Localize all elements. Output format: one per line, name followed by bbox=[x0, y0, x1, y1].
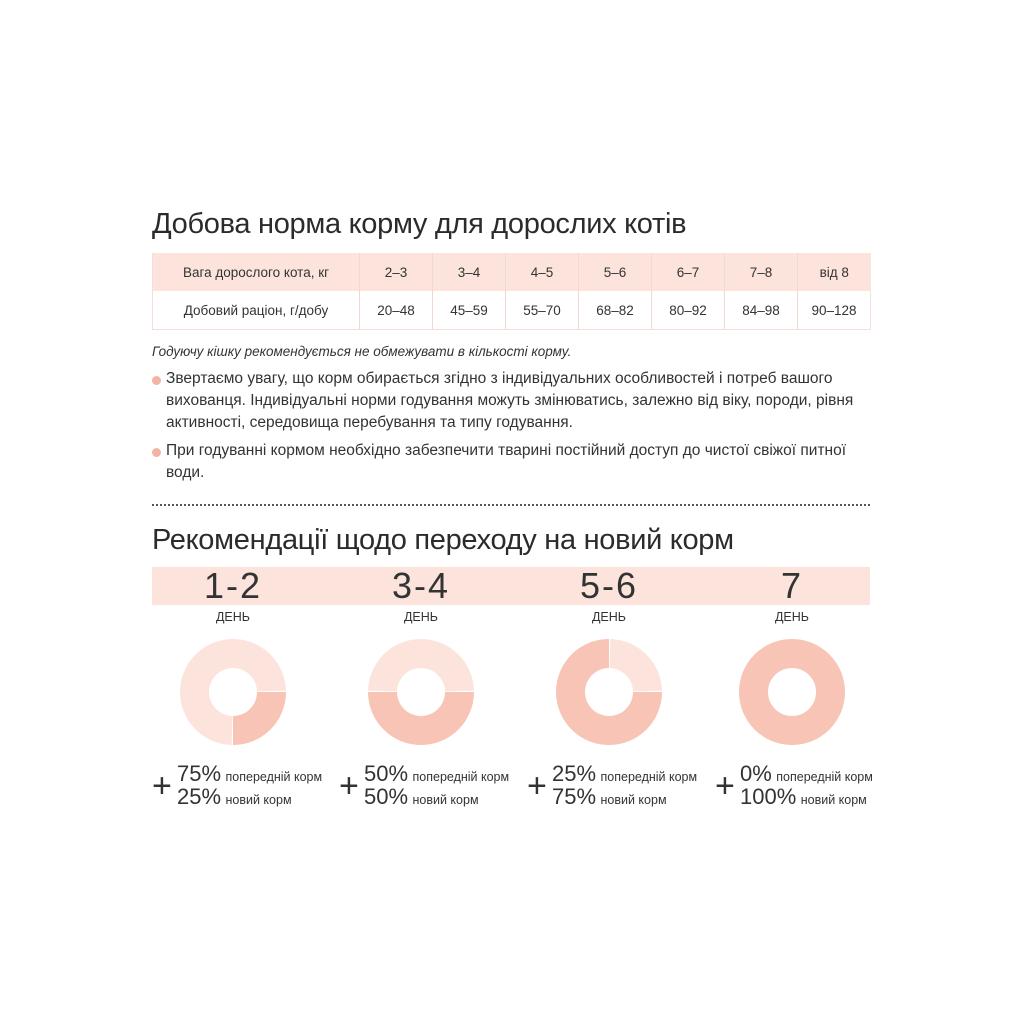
ratio-donut bbox=[556, 639, 662, 745]
ratio-donut bbox=[180, 639, 286, 745]
ration-row bbox=[153, 291, 871, 330]
plus-icon: + bbox=[152, 767, 172, 805]
weight-cell: 7–8 bbox=[725, 253, 798, 291]
weight-cell: 2–3 bbox=[360, 253, 433, 291]
previous-pct: 0% bbox=[740, 761, 772, 786]
weight-cell: 6–7 bbox=[652, 253, 725, 291]
plus-icon: + bbox=[527, 767, 547, 805]
previous-label: попередній корм bbox=[776, 770, 873, 784]
info-text: При годуванні кормом необхідно забезпечити тварині постійний доступ до чистої свіжої питної води. bbox=[166, 442, 847, 481]
ration-cell: 68–82 bbox=[579, 291, 652, 330]
previous-label: попередній корм bbox=[600, 770, 698, 784]
new-label: новий корм bbox=[800, 793, 867, 807]
new-pct: 25% bbox=[177, 784, 222, 809]
new-pct: 50% bbox=[364, 784, 409, 809]
bullet-dot-icon bbox=[152, 376, 161, 385]
ration-cell: 55–70 bbox=[506, 291, 579, 330]
new-food-slice bbox=[233, 692, 286, 745]
new-pct: 100% bbox=[740, 784, 797, 809]
ration-cell: 20–48 bbox=[360, 291, 433, 330]
previous-pct: 75% bbox=[177, 761, 222, 786]
nursing-note: Годуючу кішку рекомендується не обмежувати в кількості корму. bbox=[152, 344, 572, 359]
new-pct: 75% bbox=[552, 784, 597, 809]
plus-icon: + bbox=[339, 767, 359, 805]
step-day-label: ДЕНЬ bbox=[403, 610, 439, 624]
weight-header: Вага дорослого кота, кг bbox=[153, 253, 360, 291]
transition-title: Рекомендації щодо переходу на новий корм bbox=[152, 524, 734, 556]
food-mix bbox=[152, 762, 352, 812]
new-food-slice bbox=[754, 654, 831, 731]
ration-header: Добовий раціон, г/добу bbox=[153, 291, 360, 330]
step-days: 3-4 bbox=[391, 565, 451, 606]
weight-cell: 5–6 bbox=[579, 253, 652, 291]
dotted-divider bbox=[152, 504, 870, 506]
step-day-label: ДЕНЬ bbox=[774, 610, 810, 624]
info-text: Звертаємо увагу, що корм обирається згідно з індивідуальних особливостей і потреб вашого вихованця. Індивідуальні норми годування можуть змінюватись, залежно від віку, породи, рівня активності, середовища перебування та типу годування. bbox=[166, 370, 854, 431]
weight-cell: від 8 bbox=[798, 253, 871, 291]
ration-cell: 90–128 bbox=[798, 291, 871, 330]
new-food-slice bbox=[368, 692, 474, 745]
previous-label: попередній корм bbox=[412, 770, 510, 784]
info-item bbox=[152, 368, 870, 434]
plus-icon: + bbox=[715, 767, 735, 805]
ration-cell: 45–59 bbox=[433, 291, 506, 330]
ration-cell: 80–92 bbox=[652, 291, 725, 330]
ration-cell: 84–98 bbox=[725, 291, 798, 330]
info-item bbox=[152, 440, 870, 484]
weight-row bbox=[153, 253, 871, 291]
food-mix bbox=[339, 762, 539, 812]
feeding-title: Добова норма корму для дорослих котів bbox=[152, 208, 687, 240]
new-label: новий корм bbox=[600, 793, 667, 807]
food-mix bbox=[715, 762, 915, 812]
ratio-donut bbox=[739, 639, 845, 745]
new-label: новий корм bbox=[412, 793, 479, 807]
ration-table bbox=[152, 253, 871, 330]
step-day-label: ДЕНЬ bbox=[215, 610, 251, 624]
previous-label: попередній корм bbox=[225, 770, 323, 784]
bullet-dot-icon bbox=[152, 448, 161, 457]
new-label: новий корм bbox=[225, 793, 292, 807]
step-day-label: ДЕНЬ bbox=[591, 610, 627, 624]
info-list bbox=[152, 368, 870, 490]
previous-food-slice bbox=[610, 639, 662, 691]
step-days: 1-2 bbox=[203, 565, 263, 606]
weight-cell: 4–5 bbox=[506, 253, 579, 291]
weight-cell: 3–4 bbox=[433, 253, 506, 291]
ratio-donut bbox=[368, 639, 474, 745]
previous-pct: 25% bbox=[552, 761, 597, 786]
previous-food-slice bbox=[368, 639, 474, 691]
step-days: 7 bbox=[780, 565, 804, 606]
food-mix bbox=[527, 762, 727, 812]
previous-pct: 50% bbox=[364, 761, 409, 786]
step-days: 5-6 bbox=[579, 565, 639, 606]
